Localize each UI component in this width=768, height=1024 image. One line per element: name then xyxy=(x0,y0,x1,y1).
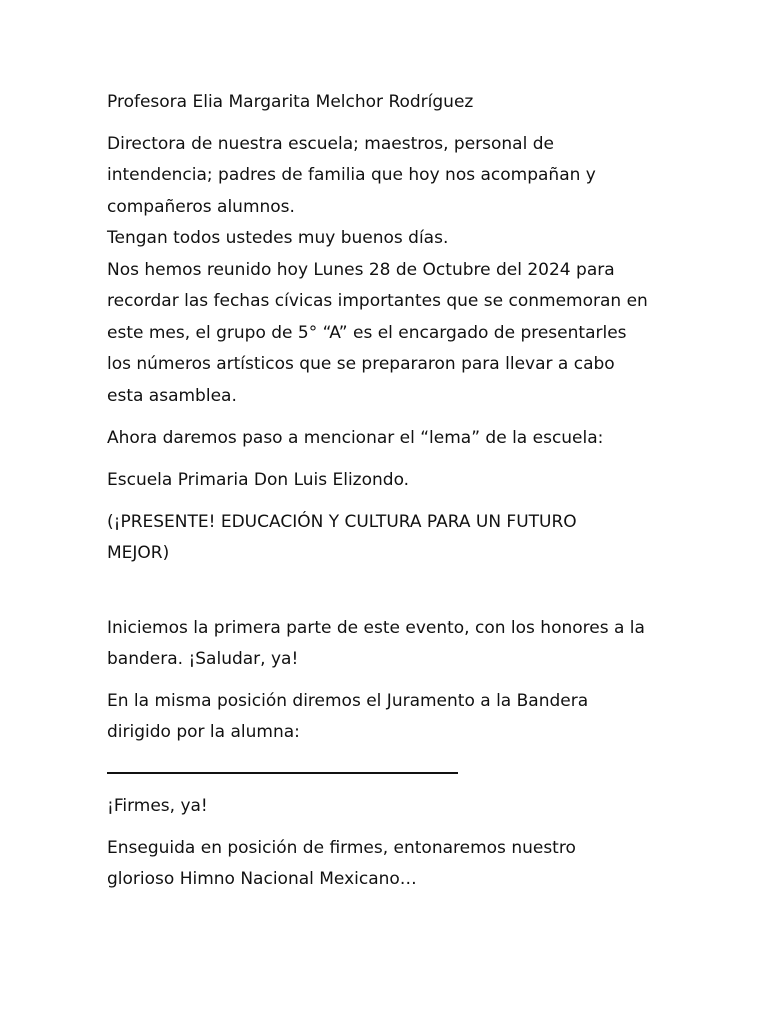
oath-line-1: En la misma posición diremos el Juramento a la Bandera xyxy=(107,691,589,711)
motto-line-1: (¡PRESENTE! EDUCACIÓN Y CULTURA PARA UN FUTURO xyxy=(107,512,577,532)
motto-line-2: MEJOR) xyxy=(107,543,170,563)
greeting-line-2: intendencia; padres de familia que hoy nos acompañan y xyxy=(107,165,596,185)
addressee-line: Profesora Elia Margarita Melchor Rodríguez xyxy=(107,92,474,112)
motto-intro-line: Ahora daremos paso a mencionar el “lema” de la escuela: xyxy=(107,428,604,448)
greeting-line-1: Directora de nuestra escuela; maestros, personal de xyxy=(107,134,554,154)
intro-line-5: esta asamblea. xyxy=(107,386,237,406)
greeting-line-3: compañeros alumnos. xyxy=(107,197,295,217)
school-name-line: Escuela Primaria Don Luis Elizondo. xyxy=(107,470,410,490)
anthem-line-1: Enseguida en posición de firmes, entonaremos nuestro xyxy=(107,838,576,858)
anthem-line-2: glorioso Himno Nacional Mexicano… xyxy=(107,869,417,889)
salutation-line: Tengan todos ustedes muy buenos días. xyxy=(107,228,449,248)
firmes-command-line: ¡Firmes, ya! xyxy=(107,796,208,816)
honors-line-1: Iniciemos la primera parte de este evento, con los honores a la xyxy=(107,618,645,638)
oath-line-2: dirigido por la alumna: xyxy=(107,722,300,742)
student-name-blank-line xyxy=(107,772,458,774)
intro-line-4: los números artísticos que se prepararon para llevar a cabo xyxy=(107,354,615,374)
intro-line-1: Nos hemos reunido hoy Lunes 28 de Octubre del 2024 para xyxy=(107,260,615,280)
intro-line-2: recordar las fechas cívicas importantes que se conmemoran en xyxy=(107,291,648,311)
intro-line-3: este mes, el grupo de 5° “A” es el encargado de presentarles xyxy=(107,323,627,343)
honors-line-2: bandera. ¡Saludar, ya! xyxy=(107,649,299,669)
